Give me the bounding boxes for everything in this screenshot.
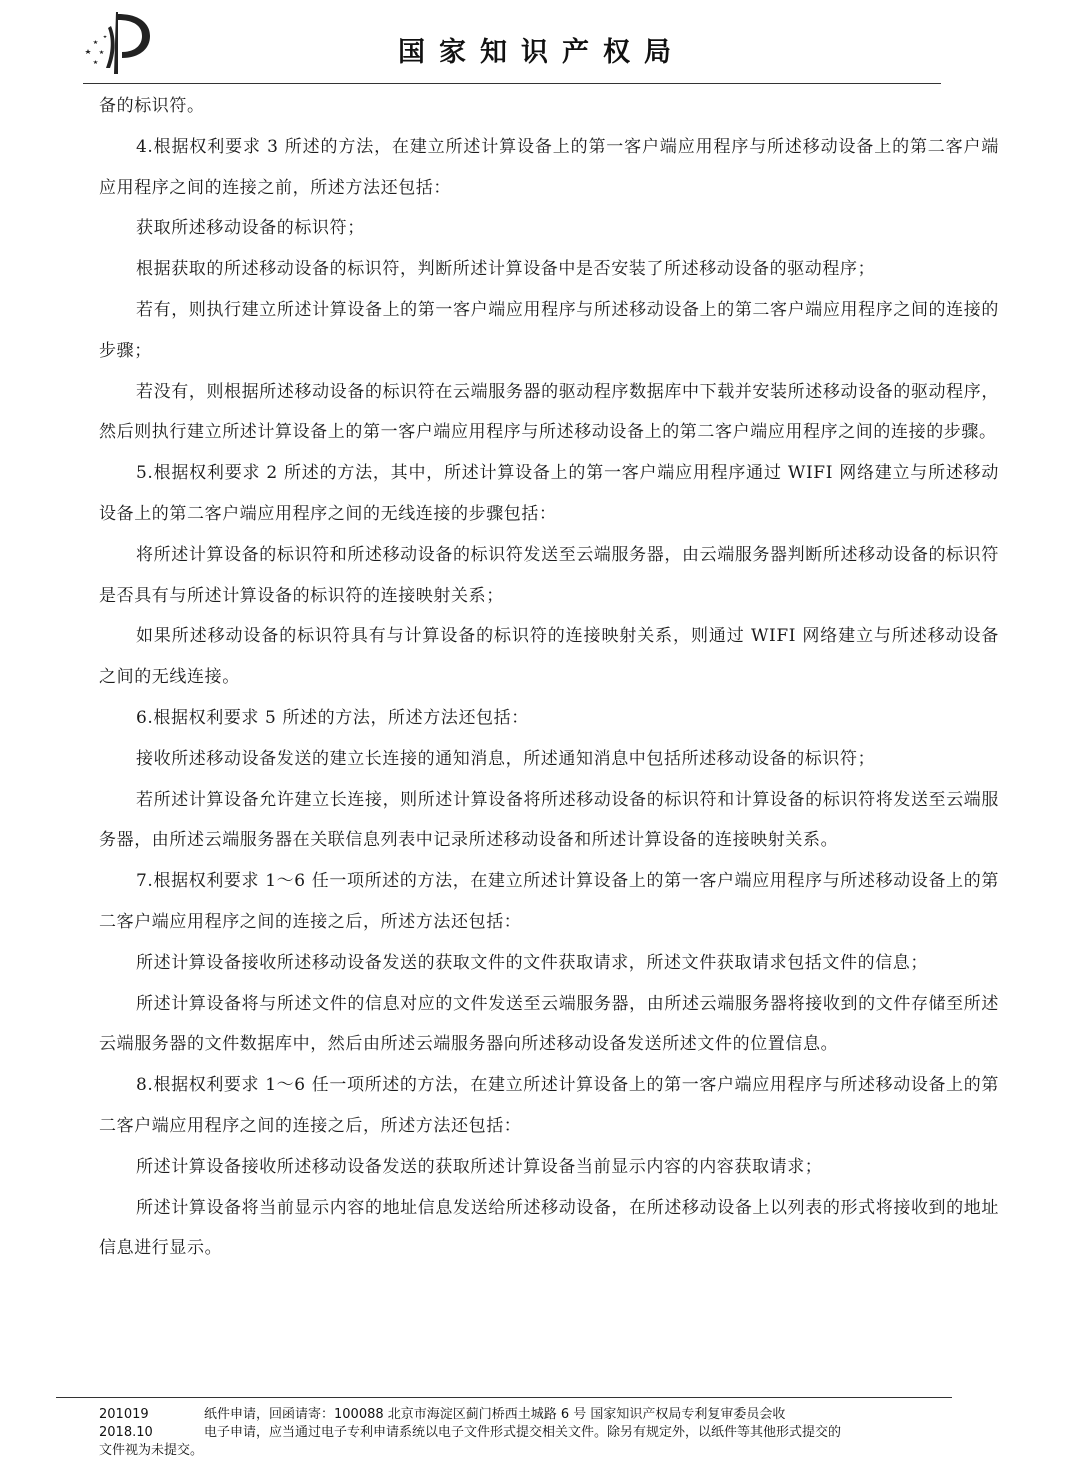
footer-divider xyxy=(56,1397,952,1398)
claim-paragraph: 接收所述移动设备发送的建立长连接的通知消息，所述通知消息中包括所述移动设备的标识符； xyxy=(136,748,876,769)
claim-paragraph: 所述计算设备接收所述移动设备发送的获取所述计算设备当前显示内容的内容获取请求； xyxy=(136,1156,823,1177)
claim-paragraph: 所述计算设备将当前显示内容的地址信息发送给所述移动设备，在所述移动设备上以列表的形式将接收到的地址信息进行显示。 xyxy=(99,1197,999,1259)
form-version: 2018.10 xyxy=(99,1425,153,1440)
claim-paragraph: 如果所述移动设备的标识符具有与计算设备的标识符的连接映射关系，则通过 WIFI 网络建立与所述移动设备之间的无线连接。 xyxy=(99,626,999,688)
cnipa-logo-icon xyxy=(78,8,158,78)
claim-paragraph: 备的标识符。 xyxy=(99,96,205,116)
claim-paragraph: 获取所述移动设备的标识符； xyxy=(136,218,365,239)
claim-paragraph: 若有，则执行建立所述计算设备上的第一客户端应用程序与所述移动设备上的第二客户端应用程序之间的连接的步骤； xyxy=(99,299,999,361)
claim-paragraph: 将所述计算设备的标识符和所述移动设备的标识符发送至云端服务器，由云端服务器判断所述移动设备的标识符是否具有与所述计算设备的标识符的连接映射关系； xyxy=(99,544,999,606)
header-divider xyxy=(83,83,941,84)
claim-paragraph: 5.根据权利要求 2 所述的方法，其中，所述计算设备上的第一客户端应用程序通过 WIFI 网络建立与所述移动设备上的第二客户端应用程序之间的无线连接的步骤包括： xyxy=(99,463,999,524)
claim-paragraph: 所述计算设备接收所述移动设备发送的获取文件的文件获取请求，所述文件获取请求包括文件的信息； xyxy=(136,952,928,973)
claim-paragraph: 若没有，则根据所述移动设备的标识符在云端服务器的驱动程序数据库中下载并安装所述移动设备的驱动程序，然后则执行建立所述计算设备上的第一客户端应用程序与所述移动设备上的第二客户端应用程序之间的连接的步骤。 xyxy=(99,381,999,443)
submission-note: 文件视为未提交。 xyxy=(99,1443,204,1458)
claim-paragraph: 7.根据权利要求 1～6 任一项所述的方法，在建立所述计算设备上的第一客户端应用程序与所述移动设备上的第二客户端应用程序之间的连接之后，所述方法还包括： xyxy=(99,871,999,932)
footer-row-electronic xyxy=(99,1424,1019,1442)
mail-instruction: 纸件申请，回函请寄：100088 北京市海淀区蓟门桥西土城路 6 号 国家知识产权局专利复审委员会收 xyxy=(204,1407,786,1422)
footer-row-mail xyxy=(99,1406,1019,1424)
organization-title: 国家知识产权局 xyxy=(398,37,685,68)
form-code: 201019 xyxy=(99,1407,149,1422)
electronic-instruction: 电子申请，应当通过电子专利申请系统以电子文件形式提交相关文件。除另有规定外，以纸件等其他形式提交的 xyxy=(204,1425,842,1440)
claim-paragraph: 所述计算设备将与所述文件的信息对应的文件发送至云端服务器，由所述云端服务器将接收到的文件存储至所述云端服务器的文件数据库中，然后由所述云端服务器向所述移动设备发送所述文件的位置信息。 xyxy=(99,993,999,1055)
claims-body xyxy=(99,86,999,1269)
claim-paragraph: 4.根据权利要求 3 所述的方法，在建立所述计算设备上的第一客户端应用程序与所述移动设备上的第二客户端应用程序之间的连接之前，所述方法还包括： xyxy=(99,136,999,198)
page-header xyxy=(0,0,1080,95)
claim-paragraph: 根据获取的所述移动设备的标识符，判断所述计算设备中是否安装了所述移动设备的驱动程序； xyxy=(136,259,876,280)
claim-paragraph: 6.根据权利要求 5 所述的方法，所述方法还包括： xyxy=(136,707,529,728)
page-footer xyxy=(99,1406,1019,1460)
footer-row-note xyxy=(99,1442,1019,1460)
claim-paragraph: 若所述计算设备允许建立长连接，则所述计算设备将所述移动设备的标识符和计算设备的标识符将发送至云端服务器，由所述云端服务器在关联信息列表中记录所述移动设备和所述计算设备的连接映射关系。 xyxy=(99,789,999,851)
claim-paragraph: 8.根据权利要求 1～6 任一项所述的方法，在建立所述计算设备上的第一客户端应用程序与所述移动设备上的第二客户端应用程序之间的连接之后，所述方法还包括： xyxy=(99,1075,999,1136)
